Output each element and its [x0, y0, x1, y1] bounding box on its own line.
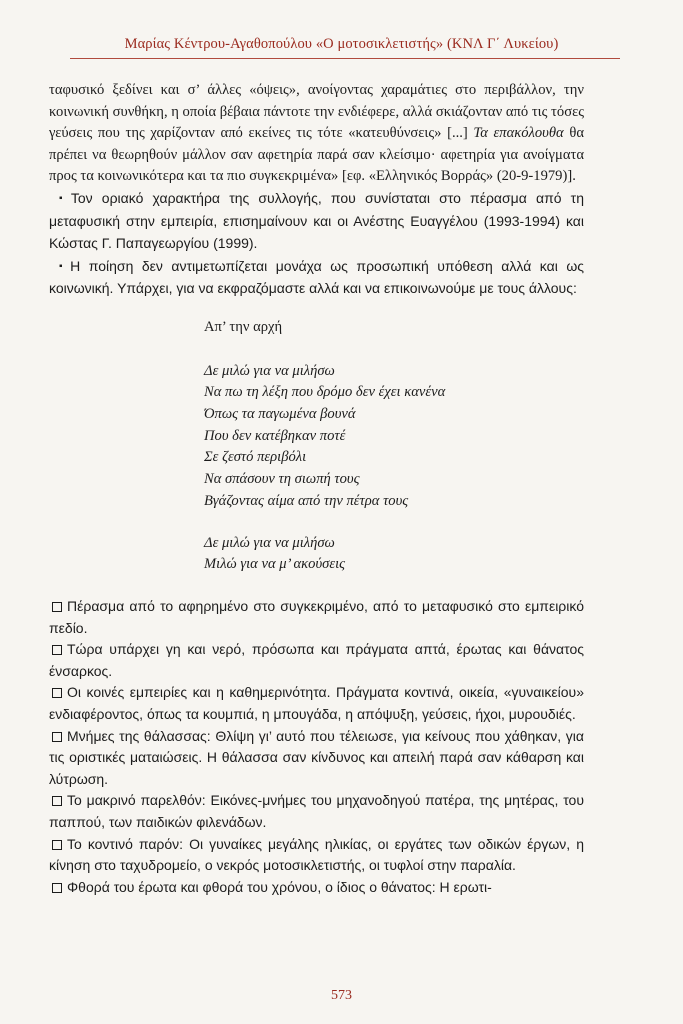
poem-line: Σε ζεστό περιβόλι	[204, 449, 307, 466]
checklist-text: Το κοντινό παρόν: Οι γυναίκες μεγάλης ηλικίας, οι εργάτες των οδικών έργων, η κίνηση στο ταχυδρομείο, ο νεκρός μοτοσικλετιστής, οι τυφλοί στην παραλία.	[49, 835, 584, 874]
bullet-paragraph	[49, 256, 584, 301]
checkbox-icon	[52, 883, 62, 893]
poem-line: Βγάζοντας αίμα από την πέτρα τους	[204, 492, 409, 509]
square-bullet-icon: ▪	[59, 192, 68, 204]
poem-line: Δε μιλώ για να μιλήσω	[204, 362, 335, 379]
poem-line: Να πω τη λέξη που δρόμο δεν έχει κανένα	[204, 384, 446, 401]
bullet-paragraph	[49, 188, 584, 256]
poem-title: Απ’ την αρχή	[204, 318, 283, 335]
square-bullet-icon: ▪	[59, 260, 68, 272]
running-header: Μαρίας Κέντρου-Αγαθοπούλου «Ο μοτοσικλετιστής» (ΚΝΛ Γ΄ Λυκείου)	[124, 36, 559, 52]
checklist-text: Φθορά του έρωτα και φθορά του χρόνου, ο ίδιος ο θάνατος: Η ερωτι-	[67, 878, 492, 895]
poem-line: Όπως τα παγωμένα βουνά	[204, 406, 356, 423]
poem-stanza	[204, 533, 584, 576]
checklist	[49, 596, 584, 898]
checklist-item	[49, 596, 584, 639]
bullet-text: Τον οριακό χαρακτήρα της συλλογής, που συνίσταται στο πέρασμα από τη μεταφυσική στην εμπειρία, επισημαίνουν και οι Ανέστης Ευαγγέλου (1993-1994) και Κώστας Γ. Παπαγεωργίου (1999).	[49, 189, 584, 252]
checkbox-icon	[52, 796, 62, 806]
bullet-text: Η ποίηση δεν αντιμετωπίζεται μονάχα ως προσωπική υπόθεση αλλά και ως κοινωνική. Υπάρχει, για να εκφραζόμαστε αλλά και να επικοινωνούμε με τους άλλους:	[49, 257, 585, 297]
checkbox-icon	[52, 645, 62, 655]
poem-line: Να σπάσουν τη σιωπή τους	[204, 471, 360, 488]
checkbox-icon	[52, 602, 62, 612]
header-divider	[70, 58, 620, 59]
checkbox-icon	[52, 732, 62, 742]
poem	[204, 317, 584, 576]
italic-phrase: Τα επακόλουθα	[473, 125, 564, 142]
checklist-text: Πέρασμα από το αφηρημένο στο συγκεκριμένο, από το μεταφυσικό στο εμπειρικό πεδίο.	[49, 597, 584, 636]
checkbox-icon	[52, 688, 62, 698]
poem-line: Δε μιλώ για να μιλήσω	[204, 534, 335, 551]
checklist-item	[49, 834, 584, 877]
poem-stanza	[204, 361, 584, 513]
paragraph-continued	[49, 80, 584, 188]
paragraph-text: ταφυσικό ξεδίνει και σ’ άλλες «όψεις», ανοίγοντας χαραμάτιες στο περιβάλλον, την κοινωνική συνθήκη, η οποία βέβαια πάντοτε την ενδιέφερε, αλλά σκιάζονταν από τις τόσες γεύσεις που της χαρίζονταν από εκείνες τις τότε «κατευθύνσεις» [...]	[49, 82, 584, 142]
checklist-item	[49, 790, 584, 833]
checklist-item	[49, 682, 584, 725]
checklist-item	[49, 639, 584, 682]
checklist-text: Το μακρινό παρελθόν: Εικόνες-μνήμες του μηχανοδηγού πατέρα, της μητέρας, του παππού, των παιδικών φιλενάδων.	[49, 792, 584, 830]
checklist-text: Τώρα υπάρχει γη και νερό, πρόσωπα και πράγματα απτά, έρωτας και θάνατος ένσαρκος.	[49, 641, 584, 679]
poem-line: Μιλώ για να μ’ ακούσεις	[204, 556, 346, 573]
paragraph-text-end: θα πρέπει να θεωρηθούν μάλλον σαν αφετηρία παρά σαν κλείσιμο· αφετηρία για ανοίγματα προς τα κοινωνικότερα και τα πιο συγκεκριμένα» [εφ. «Ελληνικός Βορράς» (20-9-1979)].	[49, 125, 584, 185]
checklist-item	[49, 726, 584, 791]
checklist-text: Μνήμες της θάλασσας: Θλίψη γι’ αυτό που τέλειωσε, για κείνους που χάθηκαν, για τις οριστικές ματαιώσεις. Η θάλασσα σαν κίνδυνος και απειλή παρά σαν κάθαρση και λύτρωση.	[49, 727, 584, 787]
checklist-text: Οι κοινές εμπειρίες και η καθημερινότητα. Πράγματα κοντινά, οικεία, «γυναικείου» ενδιαφέροντος, όπως τα κουμπιά, η μπουγάδα, η απόψυξη, γεύσεις, ήχοι, μυρουδιές.	[49, 684, 584, 722]
poem-line: Που δεν κατέβηκαν ποτέ	[204, 427, 346, 444]
checklist-item	[49, 877, 584, 899]
page-number: 573	[331, 988, 352, 1003]
main-text	[49, 80, 584, 898]
checkbox-icon	[52, 840, 62, 850]
